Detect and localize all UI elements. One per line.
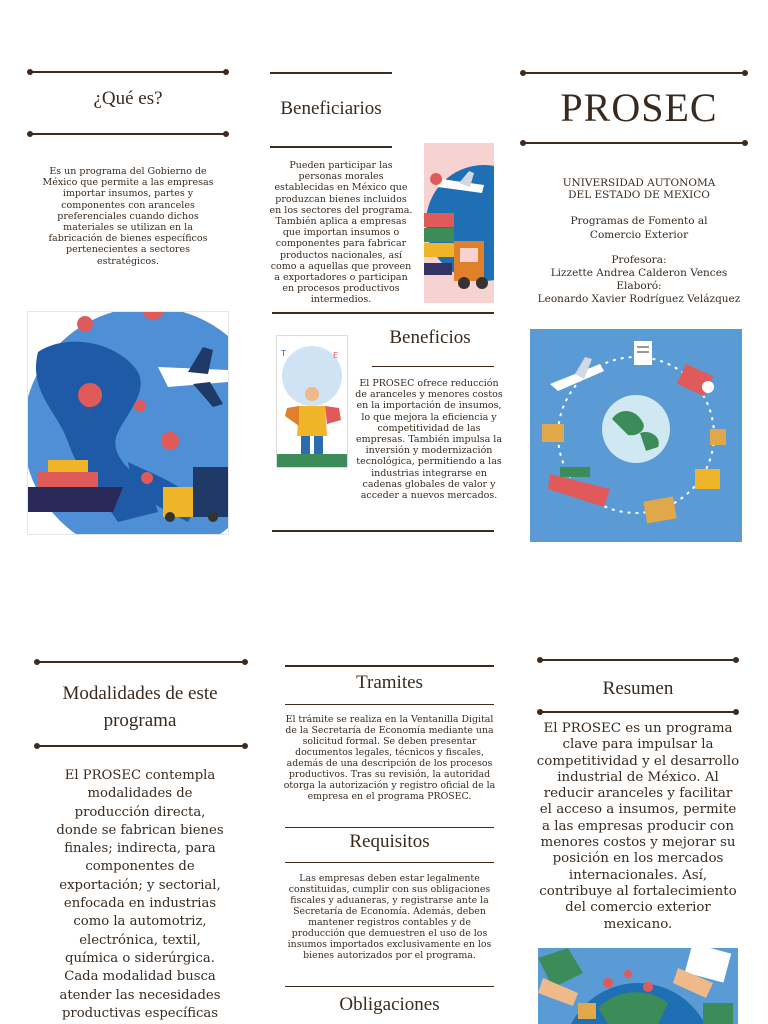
beneficios-body: El PROSEC ofrece reducción de aranceles y menores costos en la importación de insumos, lo que mejora la eficiencia y competitividad de las empresas. También impulsa la inversión y modernización tecnológica, permitiendo a las industrias integrarse en cadenas globales de valor y acceder a nuevos mercados. [355,378,503,502]
university-line-1: UNIVERSIDAD AUTONOMA [562,177,716,189]
svg-text:E: E [333,351,339,360]
profesora-name: Lizzette Andrea Calderon Vences [550,267,728,279]
tramites-title: Tramites [356,672,423,693]
divider [270,72,392,74]
requisitos-body: Las empresas deben estar legalmente constituidas, cumplir con sus obligaciones fiscales y aduaneras, y registrarse ante la Secretaría de Economía. Además, deben mantener registros contables y de producción que demuestren el uso de los insumos importados exclusivamente en los bienes autorizados por el programa. [287,873,492,961]
divider [285,704,494,705]
obligaciones-title: Obligaciones [339,994,440,1015]
modalidades-body: El PROSEC contempla modalidades de producción directa, donde se fabrican bienes finales; indirecta, para componentes de exportación; y sectorial, enfocada en industrias como la automotriz, electrónica, textil, química o siderúrgica. Cada modalidad busca atender las necesidades productivas específicas [56,768,224,1021]
divider [272,530,494,532]
divider [523,72,745,74]
divider [37,745,245,747]
program-line-2: Comercio Exterior [589,229,689,241]
global-trade-illustration [530,329,742,542]
program-line-1: Programas de Fomento al [570,215,708,227]
shipping-logistics-illustration [424,143,494,303]
modalidades-title: Modalidades de este programa [62,683,218,731]
requisitos-title: Requisitos [349,831,430,852]
elaboro-label: Elaboró: [616,280,662,292]
divider [523,142,745,144]
beneficiarios-body: Pueden participar las personas morales establecidas en México que produzcan bienes incluidos en los sectores del programa. También aplica a empresas que importan insumos o componentes para fabricar productos nacionales, así como a aquellas que proveen a exportadores o participan en procesos productivos intermedios. [269,160,413,306]
elaboro-name: Leonardo Xavier Rodríguez Velázquez [537,293,741,305]
divider [285,827,494,828]
svg-text:T: T [281,349,286,358]
beneficiarios-title: Beneficiarios [280,98,382,119]
divider [37,661,245,663]
cover-title: PROSEC [560,85,718,130]
beneficios-title: Beneficios [389,327,471,348]
divider [285,986,494,987]
divider [540,659,736,661]
divider [285,862,494,863]
divider [372,366,494,367]
divider [30,71,226,73]
que-es-body: Es un programa del Gobierno de México que permite a las empresas importar insumos, partes y componentes con aranceles preferenciales cuando dichos materiales se utilizan en la fabricación de bienes específicos pertenecientes a sectores estratégicos. [42,166,214,267]
divider [540,711,736,713]
north-america-map-illustration [27,311,229,535]
resumen-body: El PROSEC es un programa clave para impulsar la competitividad y el desarrollo industrial de México. Al reducir aranceles y facilitar el acceso a insumos, permite a las empresas producir con menores costos y mejorar su posición en los mercados internacionales. Así, contribuye al fortalecimiento del comercio exterior mexicano. [536,721,740,932]
divider [285,665,494,667]
profesora-label: Profesora: [611,254,667,266]
divider [30,133,226,135]
tramites-body: El trámite se realiza en la Ventanilla Digital de la Secretaría de Economía mediante una solicitud formal. Se deben presentar documentos legales, técnicos y fiscales, además de una descripción de los procesos productivos. Tras su revisión, la autoridad otorga la autorización y registro oficial de la empresa en el programa PROSEC. [283,714,496,802]
university-line-2: DEL ESTADO DE MEXICO [568,189,710,201]
global-business-illustration [538,948,738,1024]
divider [270,146,392,148]
que-es-title: ¿Qué es? [93,88,163,109]
business-person-illustration [276,335,348,468]
resumen-title: Resumen [602,678,674,699]
divider [272,312,494,314]
